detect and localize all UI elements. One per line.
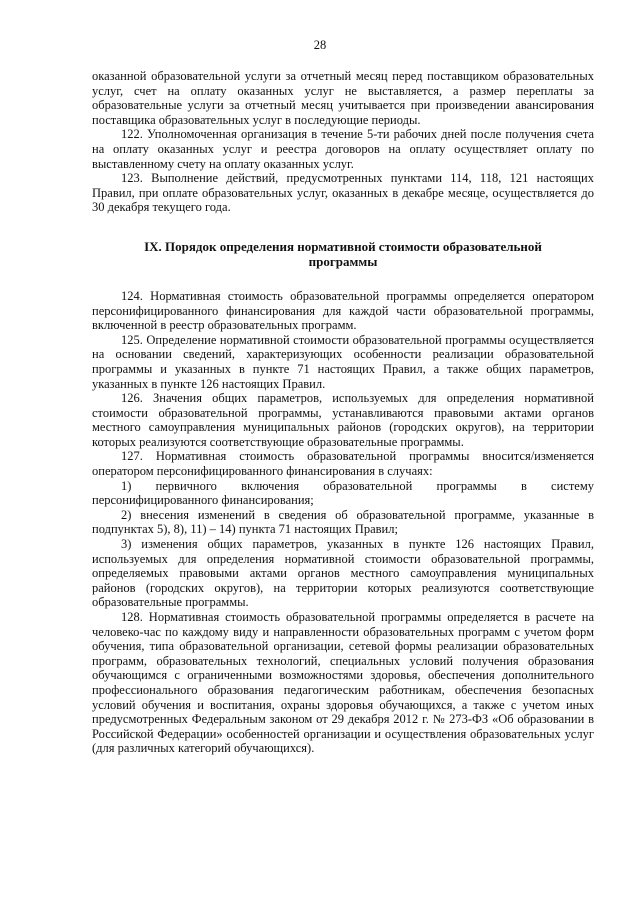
- section-heading-line-2: программы: [308, 253, 378, 269]
- paragraph-p124: 124. Нормативная стоимость образовательной программы определяется оператором персонифицированного финансирования для каждой части образовательной программы, включенной в реестр образовательных программ.: [92, 288, 594, 333]
- bottom-paragraphs: [92, 289, 594, 756]
- paragraph-p127_1: 1) первичного включения образовательной программы в систему персонифицированного финансирования;: [92, 478, 594, 508]
- paragraph-p127_3: 3) изменения общих параметров, указанных в пункте 126 настоящих Правил, используемых для определения нормативной стоимости образовательной программы, определяемых правовыми актами органов местного самоуправления муниципальных районов (городских округов), на территории которых реализуются соответствующие образовательные программы.: [92, 537, 594, 610]
- spacer: [92, 215, 594, 239]
- paragraph-p128: 128. Нормативная стоимость образовательной программы определяется в расчете на человеко-час по каждому виду и направленности образовательных программ с учетом форм обучения, типа образовательной организации, сетевой формы реализации образовательных программ, образовательных технологий, специальных условий получения образования обучающимся с ограниченными возможностями здоровья, обеспечения дополнительного профессионального образования педагогическим работникам, обеспечения безопасных условий обучения и воспитания, охраны здоровья обучающихся, а также с учетом иных предусмотренных Федеральным законом от 29 декабря 2012 г. № 273-ФЗ «Об образовании в Российской Федерации» особенностей организации и осуществления образовательных услуг (для различных категорий обучающихся).: [92, 610, 594, 756]
- top-paragraphs: [92, 69, 594, 215]
- paragraph-p125: 125. Определение нормативной стоимости образовательной программы осуществляется на основании сведений, характеризующих особенности реализации образовательной программы и указанных в пункте 71 настоящих Правил, а также общих параметров, указанных в пункте 126 настоящих Правил.: [92, 332, 594, 391]
- section-heading-line-1: IX. Порядок определения нормативной стоимости образовательной: [144, 238, 542, 254]
- document-body: [92, 69, 594, 756]
- paragraph-p122: 122. Уполномоченная организация в течение 5-ти рабочих дней после получения счета на оплату оказанных услуг и реестра договоров на оплату осуществляет оплату по выставленному счету на оплату оказанных услуг.: [92, 127, 594, 171]
- paragraph-p127: 127. Нормативная стоимость образовательной программы вносится/изменяется оператором персонифицированного финансирования в случаях:: [92, 449, 594, 479]
- paragraph-p123: 123. Выполнение действий, предусмотренных пунктами 114, 118, 121 настоящих Правил, при оплате образовательных услуг, оказанных в декабре месяце, осуществляется до 30 декабря текущего года.: [92, 171, 594, 215]
- section-heading: [92, 239, 594, 269]
- paragraph-p127_2: 2) внесения изменений в сведения об образовательной программе, указанные в подпунктах 5), 8), 11) – 14) пункта 71 настоящих Правил;: [92, 507, 594, 537]
- paragraph-p126: 126. Значения общих параметров, используемых для определения нормативной стоимости образовательной программы, устанавливаются правовыми актами органов местного самоуправления муниципальных районов (городских округов), на территории которых реализуются соответствующие образовательные программы.: [92, 391, 594, 449]
- spacer: [92, 269, 594, 289]
- page-number: 28: [313, 38, 327, 52]
- paragraph-cont: оказанной образовательной услуги за отчетный месяц перед поставщиком образовательных услуг, счет на оплату оказанных услуг не выставляется, а размер переплаты за образовательные услуги за отчетный месяц учитывается при произведении авансирования поставщика образовательных услуг в последующие периоды.: [92, 69, 594, 127]
